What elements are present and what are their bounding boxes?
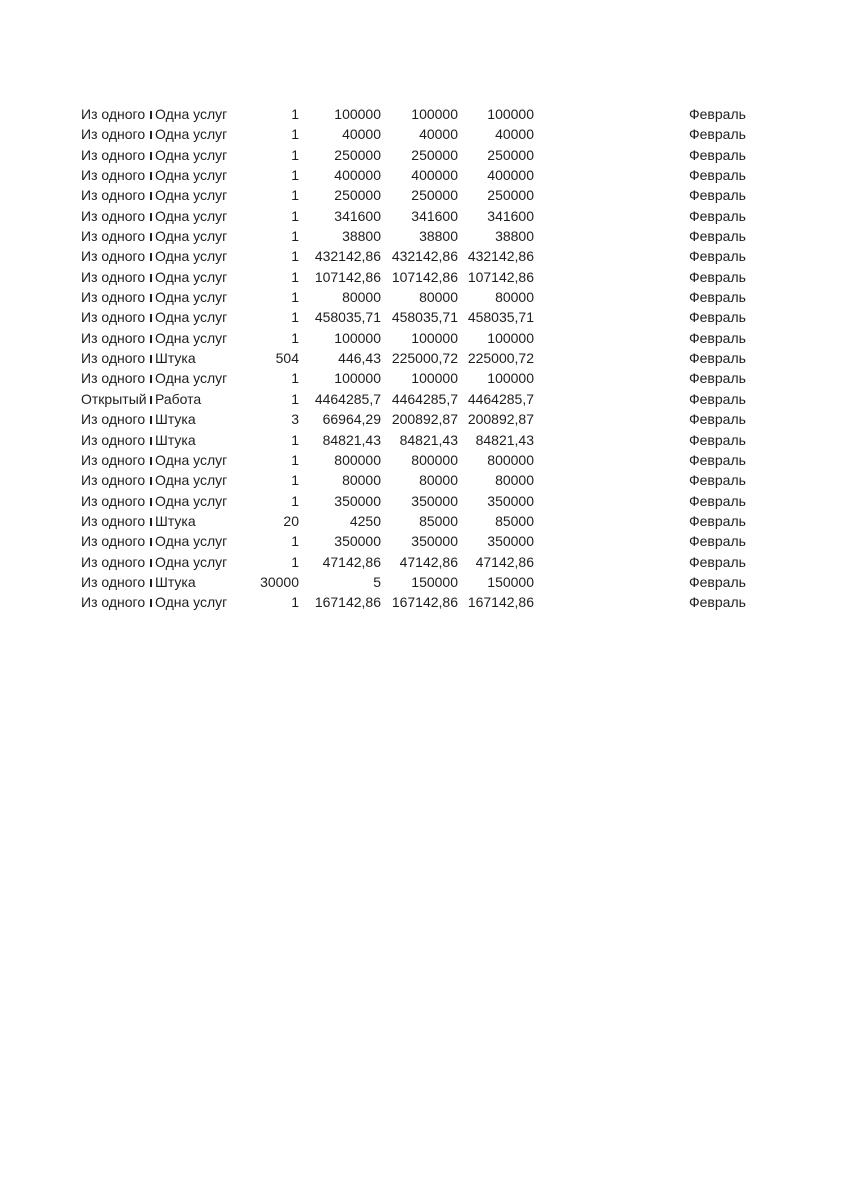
cell-total-1: 350000 <box>411 492 458 509</box>
clipped-letter-fragment <box>150 375 152 383</box>
cell-procurement-method: Из одного <box>81 126 146 143</box>
cell-procurement-method: Из одного <box>81 431 146 448</box>
cell-unit-price: 5 <box>373 573 381 590</box>
cell-quantity: 1 <box>291 146 299 163</box>
cell-month: Февраль <box>689 309 746 326</box>
cell-unit: Одна услуг <box>155 187 228 204</box>
cell-unit: Одна услуг <box>155 329 228 346</box>
cell-unit: Одна услуг <box>155 553 228 570</box>
cell-month: Февраль <box>689 187 746 204</box>
cell-total-1: 100000 <box>411 106 458 122</box>
cell-month: Февраль <box>689 573 746 590</box>
cell-unit-price: 80000 <box>342 289 381 306</box>
cell-quantity: 1 <box>291 492 299 509</box>
cell-month: Февраль <box>689 329 746 346</box>
cell-unit: Штука <box>155 350 196 367</box>
cell-total-1: 400000 <box>411 167 458 184</box>
cell-total-2: 100000 <box>487 370 534 387</box>
cell-quantity: 1 <box>291 533 299 550</box>
cell-total-2: 250000 <box>487 146 534 163</box>
cell-quantity: 1 <box>291 390 299 407</box>
clipped-letter-fragment <box>150 437 152 445</box>
cell-month: Февраль <box>689 207 746 224</box>
table-row <box>0 470 849 490</box>
table-row <box>0 124 849 144</box>
cell-procurement-method: Из одного <box>81 207 146 224</box>
table-row <box>0 206 849 226</box>
cell-quantity: 1 <box>291 268 299 285</box>
cell-total-1: 4464285,7 <box>391 390 458 407</box>
table-row <box>0 226 849 246</box>
cell-unit: Одна услуг <box>155 167 228 184</box>
clipped-letter-fragment <box>150 131 152 139</box>
cell-total-2: 432142,86 <box>467 248 534 265</box>
cell-procurement-method: Из одного <box>81 350 146 367</box>
cell-unit: Одна услуг <box>155 248 228 265</box>
cell-unit-price: 167142,86 <box>314 594 381 611</box>
cell-unit-price: 107142,86 <box>314 268 381 285</box>
cell-total-2: 100000 <box>487 106 534 122</box>
cell-unit-price: 84821,43 <box>322 431 381 448</box>
cell-total-1: 350000 <box>411 533 458 550</box>
cell-month: Февраль <box>689 492 746 509</box>
cell-unit: Одна услуг <box>155 126 228 143</box>
cell-month: Февраль <box>689 553 746 570</box>
cell-quantity: 1 <box>291 451 299 468</box>
cell-quantity: 1 <box>291 370 299 387</box>
cell-month: Февраль <box>689 248 746 265</box>
table-row <box>0 430 849 450</box>
cell-total-2: 167142,86 <box>467 594 534 611</box>
cell-unit-price: 341600 <box>334 207 381 224</box>
cell-unit-price: 40000 <box>342 126 381 143</box>
cell-quantity: 1 <box>291 106 299 122</box>
cell-procurement-method: Из одного <box>81 411 146 428</box>
cell-procurement-method: Из одного <box>81 573 146 590</box>
cell-unit: Штука <box>155 512 196 529</box>
table-row <box>0 368 849 388</box>
cell-unit-price: 100000 <box>334 370 381 387</box>
clipped-letter-fragment <box>150 518 152 526</box>
table-row <box>0 511 849 531</box>
cell-total-1: 225000,72 <box>391 350 458 367</box>
clipped-letter-fragment <box>150 152 152 160</box>
cell-total-1: 38800 <box>419 228 458 245</box>
cell-unit-price: 250000 <box>334 187 381 204</box>
cell-unit-price: 458035,71 <box>314 309 381 326</box>
table-row <box>0 450 849 470</box>
cell-unit-price: 38800 <box>342 228 381 245</box>
cell-total-1: 100000 <box>411 370 458 387</box>
cell-unit-price: 400000 <box>334 167 381 184</box>
cell-month: Февраль <box>689 472 746 489</box>
cell-quantity: 20 <box>283 512 299 529</box>
cell-unit: Одна услуг <box>155 268 228 285</box>
cell-procurement-method: Из одного <box>81 329 146 346</box>
cell-quantity: 1 <box>291 309 299 326</box>
clipped-letter-fragment <box>150 599 152 607</box>
table-row <box>0 531 849 551</box>
cell-total-2: 350000 <box>487 492 534 509</box>
table-row <box>0 409 849 429</box>
table-row <box>0 348 849 368</box>
cell-month: Февраль <box>689 451 746 468</box>
cell-total-2: 80000 <box>495 289 534 306</box>
clipped-letter-fragment <box>150 355 152 363</box>
cell-total-2: 47142,86 <box>475 553 534 570</box>
cell-total-2: 800000 <box>487 451 534 468</box>
table-row <box>0 267 849 287</box>
cell-total-2: 225000,72 <box>467 350 534 367</box>
cell-quantity: 1 <box>291 248 299 265</box>
cell-quantity: 1 <box>291 126 299 143</box>
cell-unit: Штука <box>155 411 196 428</box>
clipped-letter-fragment <box>150 498 152 506</box>
cell-month: Февраль <box>689 106 746 122</box>
cell-total-1: 800000 <box>411 451 458 468</box>
cell-procurement-method: Из одного <box>81 594 146 611</box>
table-row <box>0 572 849 592</box>
cell-procurement-method: Из одного <box>81 472 146 489</box>
clipped-letter-fragment <box>150 192 152 200</box>
cell-unit: Одна услуг <box>155 472 228 489</box>
table-row <box>0 165 849 185</box>
cell-unit: Одна услуг <box>155 228 228 245</box>
cell-procurement-method: Из одного <box>81 228 146 245</box>
cell-total-1: 250000 <box>411 146 458 163</box>
cell-quantity: 1 <box>291 187 299 204</box>
cell-procurement-method: Из одного <box>81 106 146 122</box>
cell-unit: Одна услуг <box>155 594 228 611</box>
clipped-letter-fragment <box>150 396 152 404</box>
cell-month: Февраль <box>689 411 746 428</box>
cell-total-2: 4464285,7 <box>467 390 534 407</box>
table-row <box>0 491 849 511</box>
cell-procurement-method: Из одного <box>81 187 146 204</box>
cell-unit-price: 80000 <box>342 472 381 489</box>
table-row <box>0 307 849 327</box>
cell-total-1: 80000 <box>419 289 458 306</box>
cell-total-2: 341600 <box>487 207 534 224</box>
cell-procurement-method: Из одного <box>81 268 146 285</box>
cell-procurement-method: Из одного <box>81 512 146 529</box>
cell-total-2: 150000 <box>487 573 534 590</box>
cell-procurement-method: Из одного <box>81 309 146 326</box>
cell-procurement-method: Из одного <box>81 370 146 387</box>
cell-total-1: 47142,86 <box>399 553 458 570</box>
clipped-letter-fragment <box>150 294 152 302</box>
cell-unit: Одна услуг <box>155 207 228 224</box>
cell-total-2: 80000 <box>495 472 534 489</box>
cell-unit-price: 432142,86 <box>314 248 381 265</box>
cell-total-1: 100000 <box>411 329 458 346</box>
cell-total-2: 40000 <box>495 126 534 143</box>
cell-unit-price: 100000 <box>334 106 381 122</box>
cell-total-1: 40000 <box>419 126 458 143</box>
cell-total-1: 341600 <box>411 207 458 224</box>
cell-unit-price: 800000 <box>334 451 381 468</box>
cell-total-2: 107142,86 <box>467 268 534 285</box>
cell-total-1: 150000 <box>411 573 458 590</box>
cell-total-2: 458035,71 <box>467 309 534 326</box>
cell-total-1: 85000 <box>419 512 458 529</box>
cell-unit-price: 4464285,7 <box>314 390 381 407</box>
cell-month: Февраль <box>689 390 746 407</box>
clipped-letter-fragment <box>150 213 152 221</box>
cell-unit-price: 100000 <box>334 329 381 346</box>
clipped-letter-fragment <box>150 538 152 546</box>
clipped-letter-fragment <box>150 233 152 241</box>
cell-unit-price: 4250 <box>349 512 381 529</box>
cell-unit: Штука <box>155 431 196 448</box>
clipped-letter-fragment <box>150 559 152 567</box>
cell-unit-price: 350000 <box>334 492 381 509</box>
cell-total-2: 38800 <box>495 228 534 245</box>
cell-total-2: 250000 <box>487 187 534 204</box>
table-row <box>0 246 849 266</box>
cell-total-2: 350000 <box>487 533 534 550</box>
cell-procurement-method: Из одного <box>81 146 146 163</box>
cell-procurement-method: Из одного <box>81 553 146 570</box>
cell-procurement-method: Из одного <box>81 451 146 468</box>
table-row <box>0 552 849 572</box>
cell-quantity: 1 <box>291 167 299 184</box>
clipped-letter-fragment <box>150 111 152 119</box>
cell-month: Февраль <box>689 289 746 306</box>
clipped-letter-fragment <box>150 335 152 343</box>
cell-quantity: 1 <box>291 228 299 245</box>
table-row <box>0 185 849 205</box>
clipped-letter-fragment <box>150 457 152 465</box>
cell-procurement-method: Из одного <box>81 167 146 184</box>
cell-unit: Работа <box>155 390 202 407</box>
cell-month: Февраль <box>689 512 746 529</box>
cell-unit-price: 350000 <box>334 533 381 550</box>
cell-month: Февраль <box>689 533 746 550</box>
cell-quantity: 1 <box>291 594 299 611</box>
cell-total-1: 200892,87 <box>391 411 458 428</box>
cell-quantity: 30000 <box>260 573 299 590</box>
cell-unit: Одна услуг <box>155 146 228 163</box>
cell-month: Февраль <box>689 167 746 184</box>
cell-total-2: 100000 <box>487 329 534 346</box>
cell-quantity: 1 <box>291 329 299 346</box>
cell-total-1: 250000 <box>411 187 458 204</box>
cell-month: Февраль <box>689 146 746 163</box>
cell-unit: Одна услуг <box>155 533 228 550</box>
clipped-letter-fragment <box>150 172 152 180</box>
cell-month: Февраль <box>689 370 746 387</box>
cell-quantity: 1 <box>291 431 299 448</box>
cell-quantity: 1 <box>291 553 299 570</box>
cell-unit-price: 250000 <box>334 146 381 163</box>
cell-total-1: 167142,86 <box>391 594 458 611</box>
cell-quantity: 1 <box>291 207 299 224</box>
cell-total-2: 85000 <box>495 512 534 529</box>
clipped-letter-fragment <box>150 253 152 261</box>
cell-total-2: 200892,87 <box>467 411 534 428</box>
cell-procurement-method: Открытый <box>81 390 147 407</box>
clipped-letter-fragment <box>150 579 152 587</box>
cell-procurement-method: Из одного <box>81 533 146 550</box>
clipped-letter-fragment <box>150 274 152 282</box>
cell-unit: Одна услуг <box>155 289 228 306</box>
table-row <box>0 104 849 124</box>
cell-total-1: 458035,71 <box>391 309 458 326</box>
clipped-letter-fragment <box>150 416 152 424</box>
cell-month: Февраль <box>689 350 746 367</box>
cell-total-1: 80000 <box>419 472 458 489</box>
cell-quantity: 1 <box>291 472 299 489</box>
cell-month: Февраль <box>689 126 746 143</box>
cell-total-1: 432142,86 <box>391 248 458 265</box>
cell-unit: Одна услуг <box>155 492 228 509</box>
cell-procurement-method: Из одного <box>81 289 146 306</box>
table-row <box>0 389 849 409</box>
table-row <box>0 145 849 165</box>
cell-quantity: 504 <box>275 350 299 367</box>
cell-total-1: 107142,86 <box>391 268 458 285</box>
cell-total-2: 84821,43 <box>475 431 534 448</box>
table-row <box>0 328 849 348</box>
cell-month: Февраль <box>689 594 746 611</box>
cell-unit-price: 66964,29 <box>322 411 381 428</box>
procurement-table <box>0 104 849 613</box>
cell-procurement-method: Из одного <box>81 248 146 265</box>
cell-unit: Штука <box>155 573 196 590</box>
cell-unit: Одна услуг <box>155 370 228 387</box>
table-row <box>0 592 849 612</box>
clipped-letter-fragment <box>150 477 152 485</box>
cell-total-1: 84821,43 <box>399 431 458 448</box>
cell-unit: Одна услуг <box>155 451 228 468</box>
cell-procurement-method: Из одного <box>81 492 146 509</box>
cell-unit: Одна услуг <box>155 106 228 122</box>
cell-quantity: 3 <box>291 411 299 428</box>
clipped-letter-fragment <box>150 314 152 322</box>
cell-month: Февраль <box>689 268 746 285</box>
cell-unit-price: 446,43 <box>338 350 381 367</box>
cell-month: Февраль <box>689 228 746 245</box>
cell-quantity: 1 <box>291 289 299 306</box>
cell-total-2: 400000 <box>487 167 534 184</box>
cell-unit-price: 47142,86 <box>322 553 381 570</box>
table-row <box>0 287 849 307</box>
cell-month: Февраль <box>689 431 746 448</box>
cell-unit: Одна услуг <box>155 309 228 326</box>
